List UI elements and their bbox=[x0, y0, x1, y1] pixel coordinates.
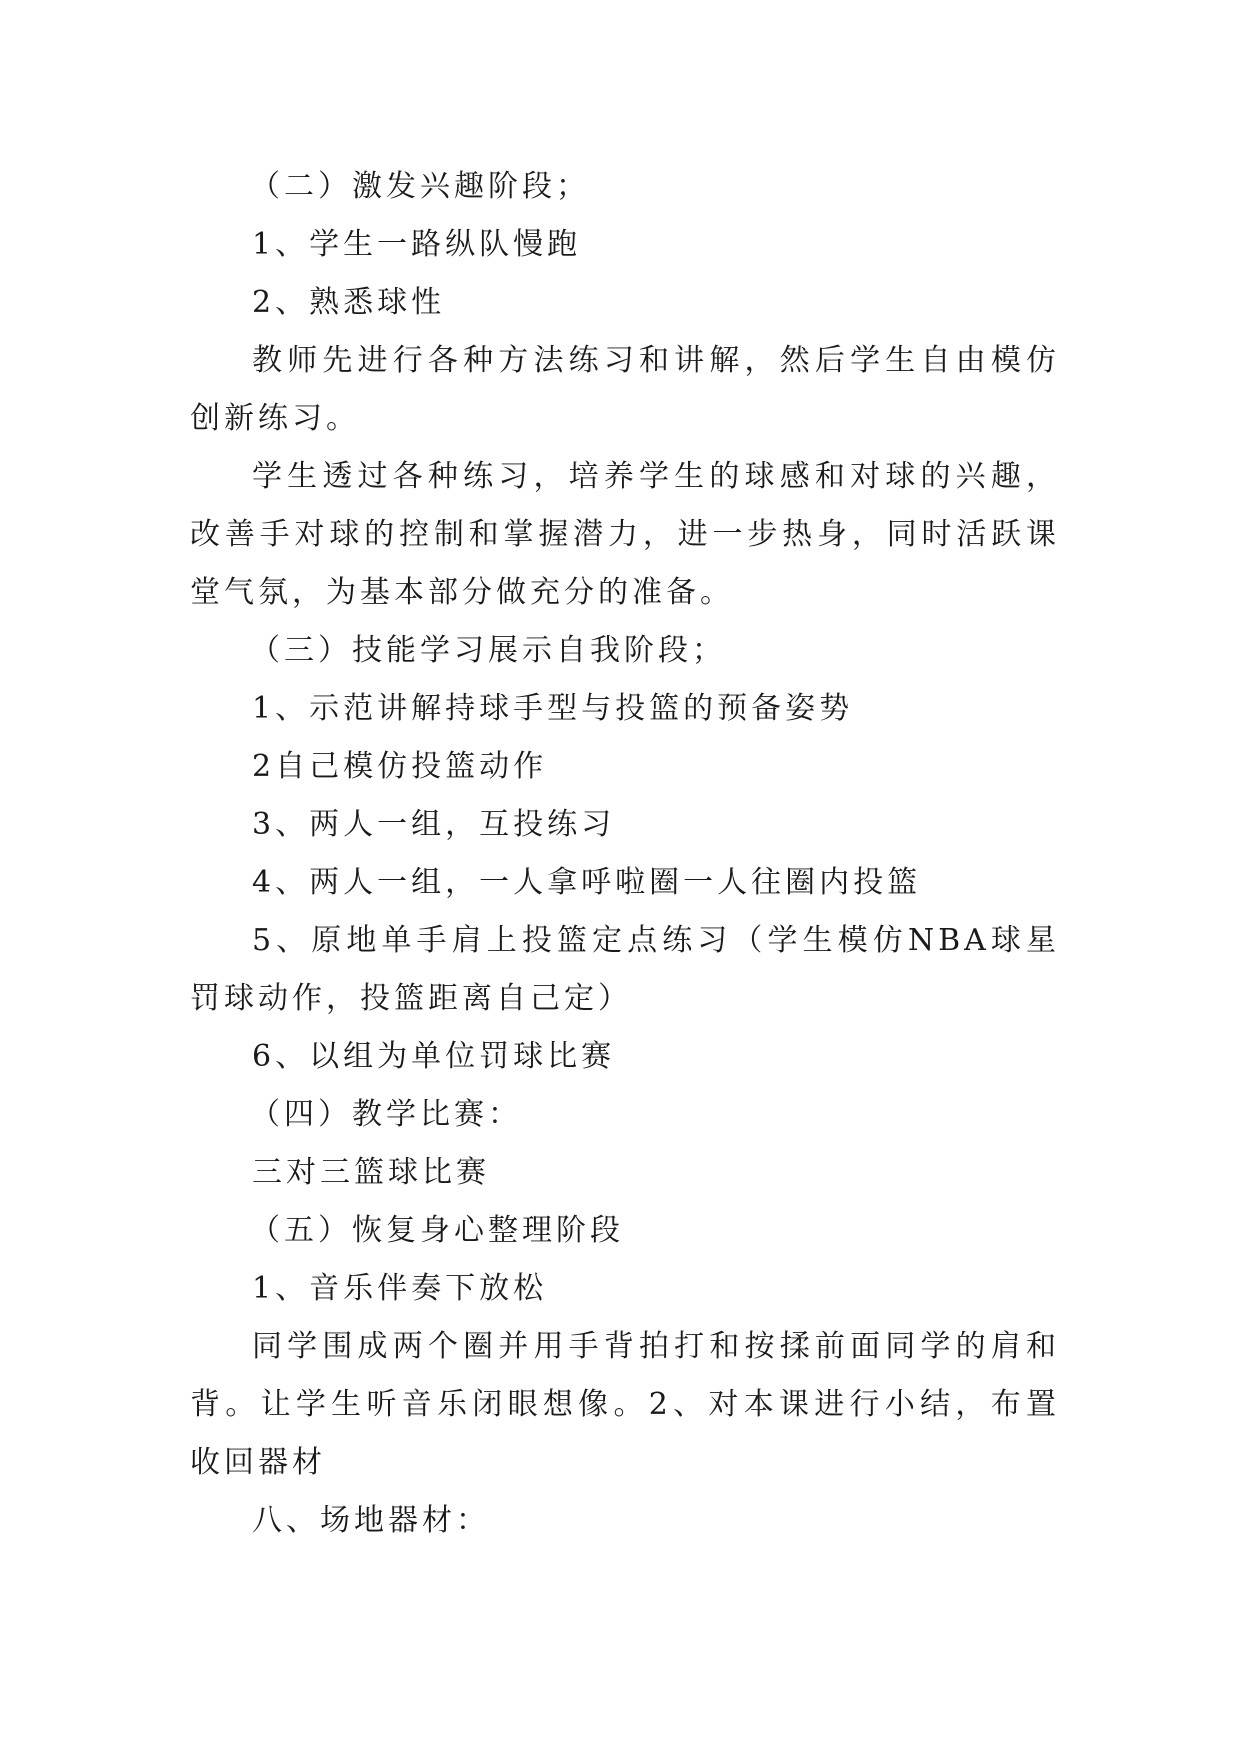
list-item: 5、原地单手肩上投篮定点练习（学生模仿NBA球星罚球动作，投篮距离自己定） bbox=[190, 923, 1060, 1016]
list-item: 4、两人一组，一人拿呼啦圈一人往圈内投篮 bbox=[252, 865, 922, 900]
body-paragraph: 三对三篮球比赛 bbox=[252, 1155, 490, 1190]
section-heading-8: 八、场地器材： bbox=[252, 1503, 490, 1538]
section-heading-5: （五）恢复身心整理阶段 bbox=[250, 1213, 624, 1248]
body-paragraph: 同学围成两个圈并用手背拍打和按揉前面同学的肩和背。让学生听音乐闭眼想像。2、对本课进行小结，布置收回器材 bbox=[190, 1329, 1060, 1480]
body-paragraph: 教师先进行各种方法练习和讲解，然后学生自由模仿创新练习。 bbox=[190, 343, 1060, 436]
list-item: 2自己模仿投篮动作 bbox=[252, 749, 548, 784]
document-body bbox=[190, 158, 1060, 1550]
section-heading-4: （四）教学比赛： bbox=[250, 1097, 522, 1132]
list-item: 6、以组为单位罚球比赛 bbox=[252, 1039, 616, 1074]
list-item: 2、熟悉球性 bbox=[252, 285, 446, 320]
section-heading-3: （三）技能学习展示自我阶段； bbox=[250, 633, 726, 668]
list-item: 1、学生一路纵队慢跑 bbox=[252, 227, 582, 262]
list-item: 1、音乐伴奏下放松 bbox=[252, 1271, 548, 1306]
list-item: 1、示范讲解持球手型与投篮的预备姿势 bbox=[252, 691, 854, 726]
section-heading-2: （二）激发兴趣阶段； bbox=[250, 169, 590, 204]
body-paragraph: 学生透过各种练习，培养学生的球感和对球的兴趣，改善手对球的控制和掌握潜力，进一步热身，同时活跃课堂气氛，为基本部分做充分的准备。 bbox=[190, 459, 1060, 610]
list-item: 3、两人一组，互投练习 bbox=[252, 807, 616, 842]
